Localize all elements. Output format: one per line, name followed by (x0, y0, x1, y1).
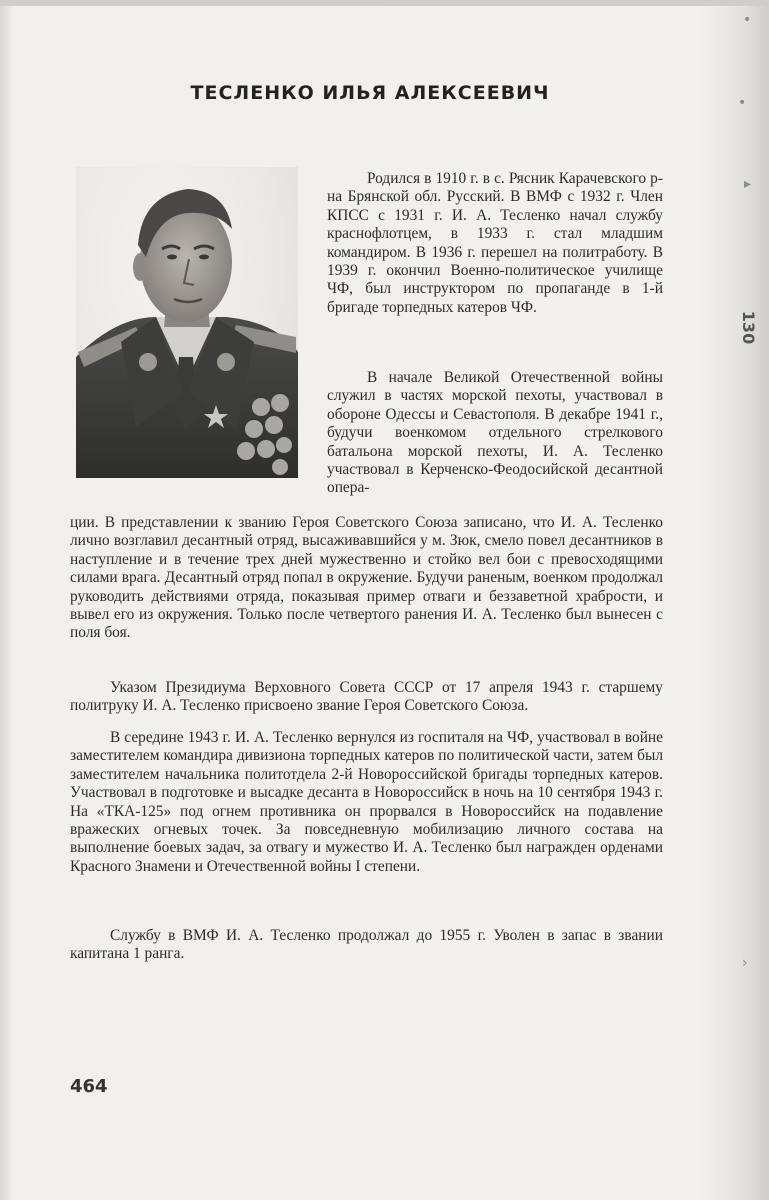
portrait-photo (76, 167, 298, 478)
page-number: 464 (70, 1076, 108, 1097)
page-top-edge (0, 0, 769, 6)
page-title: ТЕСЛЕНКО ИЛЬЯ АЛЕКСЕЕВИЧ (190, 82, 550, 104)
portrait-illustration (76, 167, 298, 478)
paragraph-retirement: Службу в ВМФ И. А. Тесленко продолжал до 1955 г. Уволен в запас в звании капитана 1 ранга. (70, 927, 663, 963)
margin-speck: ▸ (744, 176, 752, 192)
margin-speck: • (743, 12, 752, 28)
paragraph-war-start: В начале Великой Отечественной войны служил в частях морской пехоты, участвовал в обороне Одессы и Севастополя. В декабре 1941 г., будучи военкомом отдельного стрелкового батальона морской пехоты, И. А. Тесленко участвовал в Керченско-Феодосийской десантной опера- (327, 369, 663, 497)
margin-speck: › (742, 955, 748, 971)
side-page-number: 130 (739, 310, 759, 345)
paragraph-1943: В середине 1943 г. И. А. Тесленко вернулся из госпиталя на ЧФ, участвовал в войне заместителем командира дивизиона торпедных катеров по политической части, затем был заместителем начальника политотдела 2-й Новороссийской бригады торпедных катеров. Участвовал в подготовке и высадке десанта в Новороссийск в ночь на 10 сентября 1943 г. На «ТКА-125» под огнем противника он прорвался в Новороссийск на подавление вражеских огневых точек. За повседневную мобилизацию личного состава на выполнение боевых задач, за отвагу и мужество И. А. Тесленко был награжден орденами Красного Знамени и Отечественной войны I степени. (70, 729, 663, 875)
paragraph-hero-nomination: ции. В представлении к званию Героя Советского Союза записано, что И. А. Тесленко лично возглавил десантный отряд, высаживавшийся у м. Зюк, смело повел десантников в наступление и в течение трех дней мужественно и стойко вел бои с превосходящими силами врага. Десантный отряд попал в окружение. Будучи раненым, военком продолжал руководить действиями отряда, показывая пример отваги и беззаветной храбрости, и вывел его из окружения. Только после четвертого ранения И. А. Тесленко был вынесен с поля боя. (70, 514, 663, 642)
paragraph-birth: Родился в 1910 г. в с. Рясник Карачевского р-на Брянской обл. Русский. В ВМФ с 1932 г. Член КПСС с 1931 г. И. А. Тесленко начал службу краснофлотцем, в 1933 г. стал младшим командиром. В 1936 г. перешел на политработу. В 1939 г. окончил Военно-политическое училище ЧФ, был инструктором по пропаганде в 1-й бригаде торпедных катеров ЧФ. (327, 170, 663, 316)
margin-speck: • (738, 95, 747, 111)
paragraph-decree: Указом Президиума Верховного Совета СССР от 17 апреля 1943 г. старшему политруку И. А. Тесленко присвоено звание Героя Советского Союза. (70, 679, 663, 715)
